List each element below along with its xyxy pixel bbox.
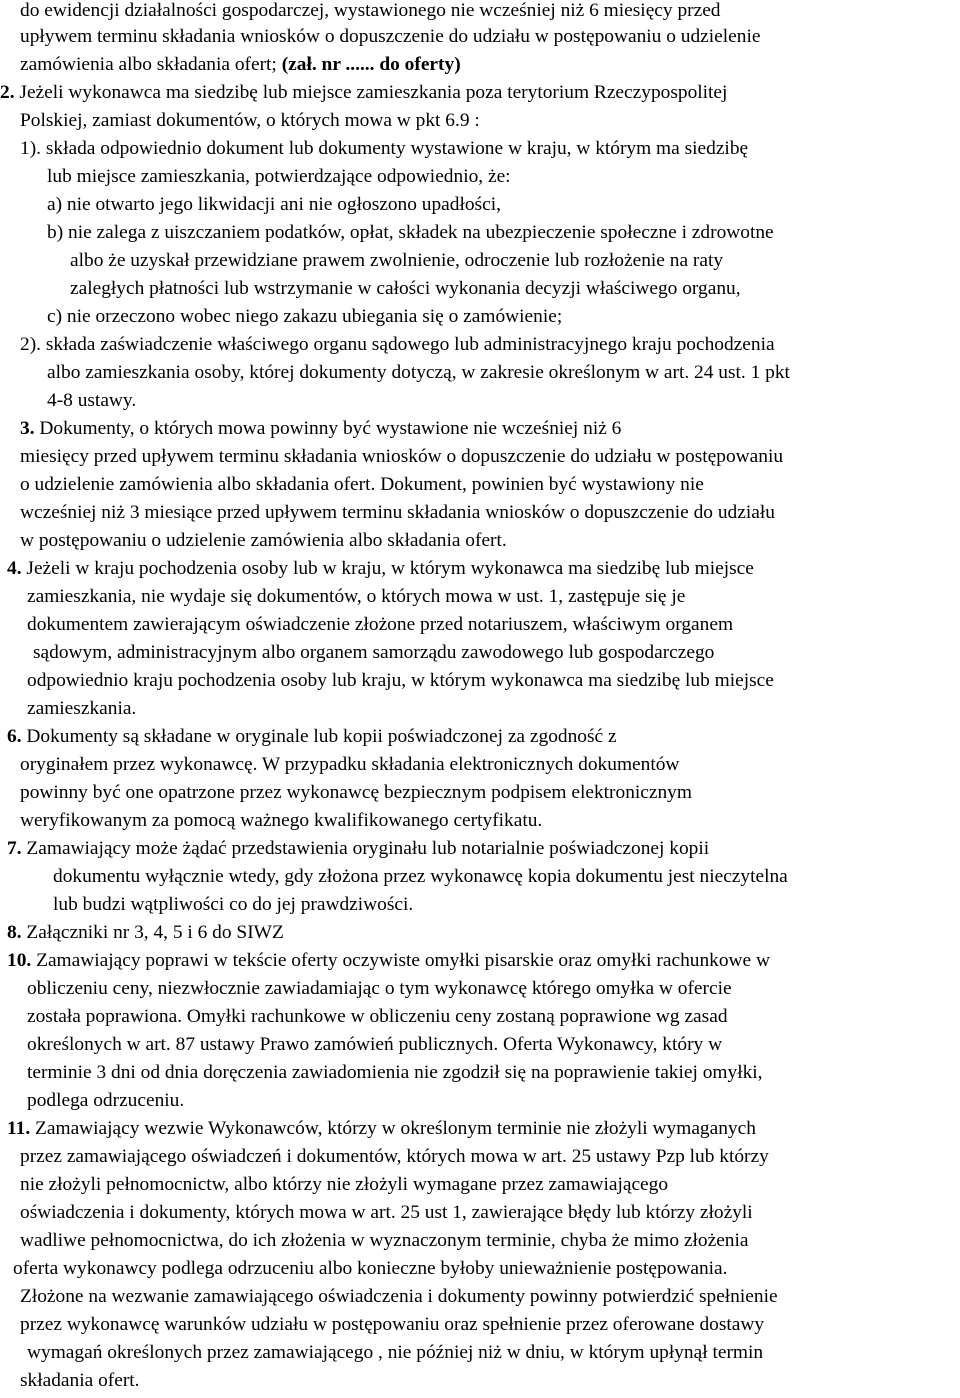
list-marker: 2).: [20, 334, 42, 355]
text-line: [20, 471, 704, 499]
text-line: [13, 1255, 728, 1283]
section-number: 4.: [7, 558, 22, 579]
text-line-content: Jeżeli w kraju pochodzenia osoby lub w kraju, w którym wykonawca ma siedzibę lub miejsce: [26, 558, 754, 579]
text-line-content: sądowym, administracyjnym albo organem samorządu zawodowego lub gospodarczego: [33, 642, 715, 663]
text-line-content: albo zamieszkania osoby, której dokumenty dotyczą, w zakresie określonym w art. 24 ust. 1 pkt: [47, 362, 790, 383]
text-line-content: zamieszkania, nie wydaje się dokumentów, o których mowa w ust. 1, zastępuje się je: [27, 586, 686, 607]
text-line: [27, 1059, 763, 1087]
text-line-content: b) nie zalega z uiszczaniem podatków, opłat, składek na ubezpieczenie społeczne i zdrowotne: [47, 222, 774, 243]
text-line-content: a) nie otwarto jego likwidacji ani nie ogłoszono upadłości,: [47, 194, 501, 215]
text-line-content: w postępowaniu o udzielenie zamówienia albo składania ofert.: [20, 530, 507, 551]
text-line: [27, 1003, 728, 1031]
text-line-content: określonych w art. 87 ustawy Prawo zamówień publicznych. Oferta Wykonawcy, który w: [27, 1034, 723, 1055]
text-line-content: c) nie orzeczono wobec niego zakazu ubiegania się o zamówienie;: [47, 306, 563, 327]
text-line-content: miesięcy przed upływem terminu składania wniosków o dopuszczenie do udziału w postępowaniu: [20, 446, 784, 467]
text-line: [27, 695, 136, 723]
text-line-content: oferta wykonawcy podlega odrzuceniu albo konieczne byłoby unieważnienie postępowania.: [13, 1258, 728, 1279]
text-line-content: wcześniej niż 3 miesiące przed upływem terminu składania wniosków o dopuszczenie do udziału: [20, 502, 775, 523]
section-3-line: [20, 415, 621, 443]
text-line: [27, 611, 733, 639]
text-line-content: Zamawiający poprawi w tekście oferty oczywiste omyłki pisarskie oraz omyłki rachunkowe w: [36, 950, 771, 971]
text-line-content: oświadczenia i dokumenty, których mowa w art. 25 ust 1, zawierające błędy lub którzy złożyli: [20, 1202, 753, 1223]
text-line-content: przez wykonawcę warunków udziału w postępowaniu oraz spełnienie przez oferowane dostawy: [20, 1314, 765, 1335]
text-line-content: Dokumenty, o których mowa powinny być wystawione nie wcześniej niż 6: [39, 418, 622, 439]
text-line: [20, 1227, 748, 1255]
text-line: [20, 779, 692, 807]
text-line: [27, 1087, 184, 1115]
text-line-content: do ewidencji działalności gospodarczej, wystawionego nie wcześniej niż 6 miesięcy przed: [20, 0, 721, 21]
text-line: [20, 499, 775, 527]
text-line-content: Jeżeli wykonawca ma siedzibę lub miejsce zamieszkania poza terytorium Rzeczypospolitej: [19, 82, 728, 103]
text-line-content: zaległych płatności lub wstrzymanie w całości wykonania decyzji właściwego organu,: [70, 278, 741, 299]
text-line: [27, 583, 685, 611]
section-10-line: [7, 947, 770, 975]
text-line: [20, 1367, 140, 1395]
text-line-content: wymagań określonych przez zamawiającego , nie później niż w dniu, w którym upłynął termin: [27, 1342, 764, 1363]
text-line-content: oryginałem przez wykonawcę. W przypadku składania elektronicznych dokumentów: [20, 754, 680, 775]
text-line: [20, 23, 956, 51]
section-number: 3.: [20, 418, 35, 439]
text-line: [20, 1311, 764, 1339]
section-number: 10.: [7, 950, 32, 971]
text-line: [20, 107, 480, 135]
section-7-line: [7, 835, 709, 863]
text-line-content: została poprawiona. Omyłki rachunkowe w obliczeniu ceny zostaną poprawione wg zasad: [27, 1006, 728, 1027]
text-line: [53, 891, 413, 919]
section-number: 11.: [7, 1118, 31, 1139]
text-line: [27, 1031, 722, 1059]
text-line: [47, 359, 956, 387]
text-line-content: wadliwe pełnomocnictwa, do ich złożenia w wyznaczonym terminie, chyba że mimo złożenia: [20, 1230, 749, 1251]
text-line-content: składania ofert.: [20, 1370, 140, 1391]
text-line-content: lub miejsce zamieszkania, potwierdzające odpowiednio, że:: [47, 166, 511, 187]
text-line: [20, 1143, 769, 1171]
text-line: [47, 163, 511, 191]
section-4-line: [7, 555, 754, 583]
text-line: [20, 51, 461, 79]
text-line: [20, 1283, 778, 1311]
section-8-line: [7, 919, 284, 947]
text-line-content: 4-8 ustawy.: [47, 390, 137, 411]
text-line: [20, 1199, 753, 1227]
text-line-content: Zamawiający wezwie Wykonawców, którzy w określonym terminie nie złożyli wymaganych: [35, 1118, 756, 1139]
text-line-content: składa zaświadczenie właściwego organu sądowego lub administracyjnego kraju pochodzenia: [45, 334, 775, 355]
text-line: [20, 1171, 668, 1199]
text-line-content: terminie 3 dni od dnia doręczenia zawiadomienia nie zgodził się na poprawienie takiej omyłki,: [27, 1062, 763, 1083]
text-line: [20, 527, 507, 555]
text-line-content: weryfikowanym za pomocą ważnego kwalifikowanego certyfikatu.: [20, 810, 543, 831]
text-line-content: nie złożyli pełnomocnictw, albo którzy nie złożyli wymagane przez zamawiającego: [20, 1174, 669, 1195]
text-line-content: zamówienia albo składania ofert;: [20, 54, 277, 75]
section-2-line: [0, 79, 727, 107]
text-line-content: odpowiednio kraju pochodzenia osoby lub kraju, w którym wykonawca ma siedzibę lub miejsce: [27, 670, 774, 691]
text-line-content: Załączniki nr 3, 4, 5 i 6 do SIWZ: [26, 922, 284, 943]
text-line: [27, 667, 774, 695]
text-line: [47, 387, 136, 415]
text-line: [20, 0, 956, 25]
text-line-content: albo że uzyskał przewidziane prawem zwolnienie, odroczenie lub rozłożenie na raty: [70, 250, 724, 271]
text-line: [47, 303, 562, 331]
text-line-content: lub budzi wątpliwości co do jej prawdziwości.: [53, 894, 414, 915]
section-number: 8.: [7, 922, 22, 943]
text-line-content: przez zamawiającego oświadczeń i dokumentów, których mowa w art. 25 ustawy Pzp lub którzy: [20, 1146, 769, 1167]
text-line: [53, 863, 951, 891]
text-line-content: powinny być one opatrzone przez wykonawcę bezpiecznym podpisem elektronicznym: [20, 782, 692, 803]
text-line-content: Dokumenty są składane w oryginale lub kopii poświadczonej za zgodność z: [26, 726, 617, 747]
text-line: [70, 247, 956, 275]
text-line-content: Zamawiający może żądać przedstawienia oryginału lub notarialnie poświadczonej kopii: [26, 838, 710, 859]
text-line-content: o udzielenie zamówienia albo składania ofert. Dokument, powinien być wystawiony nie: [20, 474, 704, 495]
text-line-content: dokumentu wyłącznie wtedy, gdy złożona przez wykonawcę kopia dokumentu jest nieczytelna: [53, 866, 788, 887]
section-number: 6.: [7, 726, 22, 747]
text-line: [70, 275, 741, 303]
section-number: 2.: [0, 82, 15, 103]
text-line-content: upływem terminu składania wniosków o dopuszczenie do udziału w postępowaniu o udzielenie: [20, 26, 761, 47]
section-11-line: [7, 1115, 756, 1143]
section-6-line: [7, 723, 617, 751]
text-line: [20, 807, 542, 835]
text-line: [33, 639, 714, 667]
text-line: [20, 135, 748, 163]
list-marker: 1).: [20, 138, 42, 159]
text-line: [20, 443, 783, 471]
text-line: [20, 331, 775, 359]
attachment-reference: (zał. nr ...... do oferty): [281, 54, 461, 75]
text-line: [47, 219, 956, 247]
text-line-content: Złożone na wezwanie zamawiającego oświadczenia i dokumenty powinny potwierdzić spełnienie: [20, 1286, 778, 1307]
text-line-content: podlega odrzuceniu.: [27, 1090, 185, 1111]
text-line-content: składa odpowiednio dokument lub dokumenty wystawione w kraju, w którym ma siedzibę: [45, 138, 749, 159]
text-line-content: Polskiej, zamiast dokumentów, o których mowa w pkt 6.9 :: [20, 110, 480, 131]
text-line: [20, 751, 679, 779]
text-line: [47, 191, 501, 219]
text-line: [27, 1339, 763, 1367]
text-line-content: dokumentem zawierającym oświadczenie złożone przed notariuszem, właściwym organem: [27, 614, 734, 635]
text-line-content: zamieszkania.: [27, 698, 137, 719]
text-line-content: obliczeniu ceny, niezwłocznie zawiadamiając o tym wykonawcę którego omyłka w ofercie: [27, 978, 732, 999]
section-number: 7.: [7, 838, 22, 859]
text-line: [27, 975, 732, 1003]
